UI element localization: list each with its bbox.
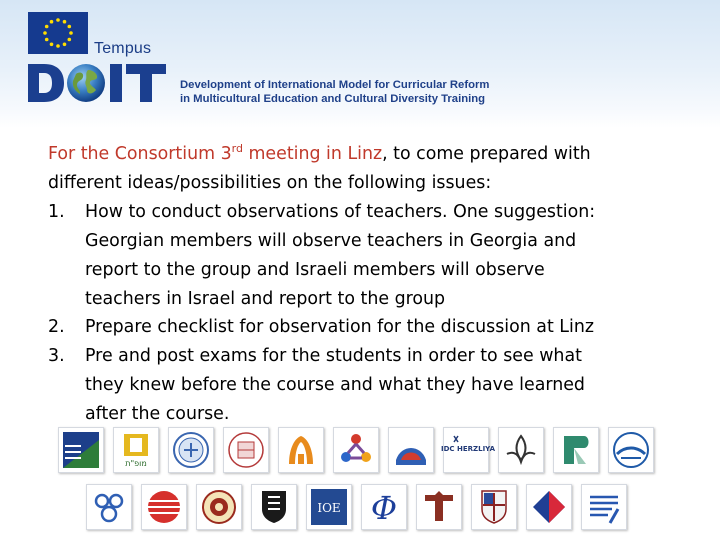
partner-logo-11-icon: [608, 427, 654, 473]
partner-logos-row-1: [58, 427, 658, 475]
partner-logo-2-text: מופ"ת: [125, 459, 147, 468]
intro-rest: , to come prepared with: [382, 144, 591, 164]
list-item-line: Georgian members will observe teachers in Georgia and: [85, 230, 577, 251]
doit-logo: [26, 62, 168, 104]
list-item: [48, 198, 708, 314]
partner-logo-13-icon: [141, 484, 187, 530]
list-item-line: they knew before the course and what they have learned: [85, 375, 585, 396]
list-item-text: [85, 342, 708, 429]
list-item-number: 3.: [48, 346, 65, 367]
list-item-line: after the course.: [85, 404, 230, 425]
list-item: [48, 342, 708, 429]
partner-logo-12-icon: [86, 484, 132, 530]
partner-logo-19-icon: [471, 484, 517, 530]
partner-logos-row-2: [86, 484, 646, 532]
subtitle-line-1: Development of International Model for Curricular Reform: [180, 79, 490, 91]
partner-logo-15-icon: [251, 484, 297, 530]
intro-paragraph: [48, 140, 708, 169]
partner-logo-21-icon: [581, 484, 627, 530]
slide-content: [48, 140, 708, 429]
list-item-line: Pre and post exams for the students in order to see what: [85, 346, 582, 367]
list-item-line: report to the group and Israeli members will observe: [85, 259, 545, 280]
partner-logo-14-icon: [196, 484, 242, 530]
issue-list: [48, 198, 708, 429]
list-item-text: [85, 198, 708, 314]
partner-logo-8-text: IDC HERZLIYA: [441, 445, 495, 453]
intro-accent-end: meeting in Linz: [242, 144, 383, 164]
partner-logo-17-text: Φ: [370, 489, 398, 527]
partner-logo-2-icon: [113, 427, 159, 473]
intro-line-2: different ideas/possibilities on the following issues:: [48, 172, 492, 193]
list-item-number: 2.: [48, 317, 65, 338]
partner-logo-4-icon: [223, 427, 269, 473]
partner-logo-16-text: IOE: [317, 501, 341, 515]
list-item-line: How to conduct observations of teachers. One suggestion:: [85, 201, 596, 222]
partner-logo-5-icon: [278, 427, 324, 473]
partner-logo-7-icon: [388, 427, 434, 473]
header-banner: [0, 0, 720, 128]
eu-flag-icon: [28, 12, 88, 54]
list-item: [48, 313, 708, 342]
partner-logo-18-icon: [416, 484, 462, 530]
partner-logo-1-icon: [58, 427, 104, 473]
subtitle-line-2: in Multicultural Education and Cultural Diversity Training: [180, 92, 486, 105]
partner-logo-9-icon: [498, 427, 544, 473]
partner-logo-10-icon: [553, 427, 599, 473]
list-item-line: teachers in Israel and report to the group: [85, 288, 446, 309]
list-item-number: 1.: [48, 201, 65, 222]
partner-logo-20-icon: [526, 484, 572, 530]
tempus-label: Tempus: [94, 40, 152, 57]
partner-logo-17-icon: [361, 484, 407, 530]
intro-ordinal-suffix: rd: [231, 142, 243, 155]
intro-lead: For the Consortium 3: [48, 144, 232, 164]
partner-logo-6-icon: [333, 427, 379, 473]
partner-logo-16-icon: [306, 484, 352, 530]
list-item-line: Prepare checklist for observation for the discussion at Linz: [85, 317, 594, 338]
partner-logo-3-icon: [168, 427, 214, 473]
intro-accent-text: [48, 144, 382, 164]
partner-logo-8-icon: [441, 427, 495, 473]
list-item-text: [85, 313, 708, 342]
project-subtitle: [180, 79, 489, 106]
